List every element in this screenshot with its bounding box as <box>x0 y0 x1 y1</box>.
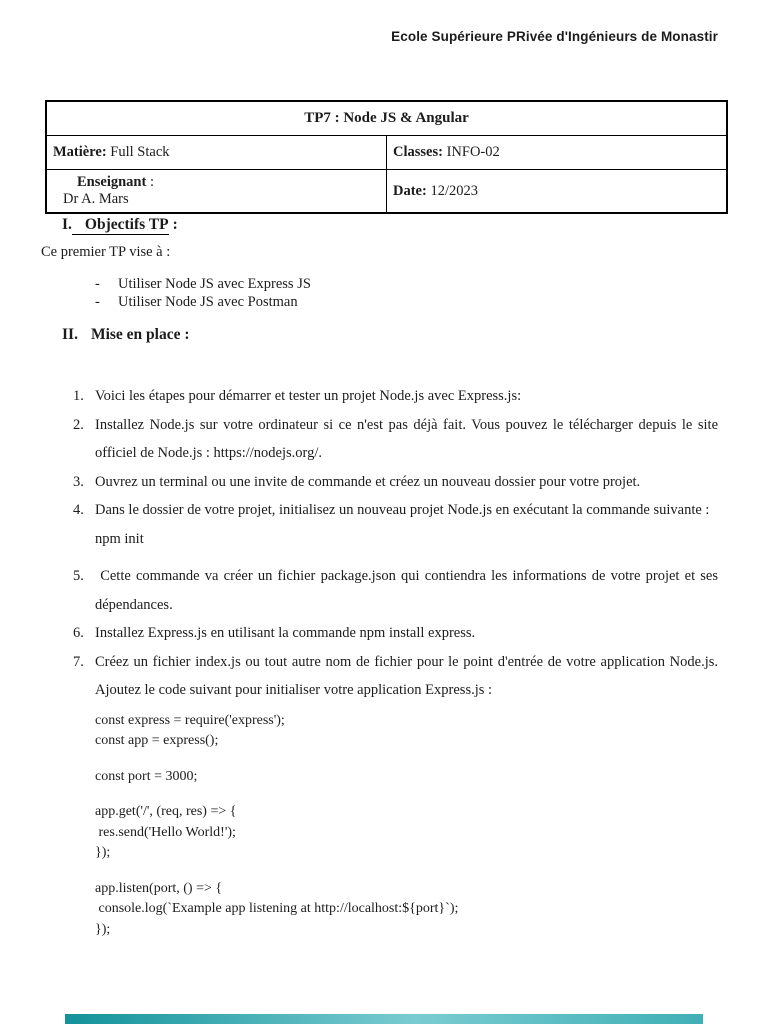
step-number: 4. <box>73 502 84 518</box>
date-value: 12/2023 <box>426 182 478 199</box>
table-row <box>46 170 727 214</box>
section-numeral: I. <box>62 216 72 233</box>
code-snippet <box>73 711 718 941</box>
step-number: 3. <box>73 473 84 490</box>
matiere-label: Matière: <box>53 144 107 160</box>
step-number: 1. <box>73 388 84 404</box>
intro-text: Ce premier TP vise à : <box>41 244 171 260</box>
tp-title: TP7 : Node JS & Angular <box>46 101 727 136</box>
step-item <box>73 468 718 497</box>
enseignant-label-line <box>53 174 380 191</box>
bullet-text: Utiliser Node JS avec Postman <box>118 293 298 310</box>
enseignant-colon: : <box>146 174 154 190</box>
enseignant-cell <box>46 170 387 214</box>
enseignant-value: Dr A. Mars <box>63 191 129 207</box>
step-item <box>73 619 718 648</box>
step-text: Dans le dossier de votre projet, initialisez un nouveau projet Node.js en exécutant la commande suivante : <box>95 502 710 518</box>
classes-value: INFO-02 <box>442 144 500 160</box>
table-row <box>46 136 727 170</box>
code-line: }); <box>95 845 111 860</box>
dash-bullet: - <box>95 276 100 292</box>
code-line <box>95 787 718 802</box>
step-text: Cette commande va créer un fichier package.json qui contiendra les informations de votre projet et ses dépendances. <box>95 568 722 613</box>
table-row <box>46 101 727 136</box>
step-number: 5. <box>73 568 84 584</box>
code-line: const express = require('express'); <box>95 712 285 728</box>
code-line <box>95 752 718 767</box>
code-line: app.get('/', (req, res) => { <box>95 804 237 819</box>
section-objectifs-heading <box>62 216 178 234</box>
matiere-value: Full Stack <box>106 144 170 160</box>
step-number: 7. <box>73 653 84 670</box>
decorative-footer-bar <box>65 1014 703 1024</box>
step-text: Créez un fichier index.js ou tout autre nom de fichier pour le point d'entrée de votre application Node.js. Ajoutez le code suivant pour initialiser votre application Express.js : <box>95 653 721 698</box>
step-text: Voici les étapes pour démarrer et tester un projet Node.js avec Express.js: <box>95 388 522 404</box>
objectives-list <box>95 276 311 311</box>
section-title: Objectifs TP <box>72 216 169 235</box>
numbered-steps <box>73 382 722 940</box>
code-line: app.listen(port, () => { <box>95 880 223 896</box>
section-title: Mise en place : <box>90 326 190 343</box>
classes-cell <box>387 136 728 170</box>
section-colon: : <box>172 216 178 233</box>
step-item <box>73 562 722 619</box>
code-line: console.log(`Example app listening at http://localhost:${port}`); <box>95 901 459 916</box>
step-text: Installez Express.js en utilisant la commande npm install express. <box>95 625 476 641</box>
header-info-table <box>45 100 728 214</box>
step-item <box>73 411 722 468</box>
section-mise-en-place-heading <box>62 326 190 344</box>
step-item <box>73 648 721 705</box>
step-item <box>73 382 718 411</box>
code-line: res.send('Hello World!'); <box>95 824 236 840</box>
section-numeral: II. <box>62 326 78 343</box>
code-line: }); <box>95 921 111 937</box>
institution-header: Ecole Supérieure PRivée d'Ingénieurs de Monastir <box>391 29 718 44</box>
list-item <box>95 276 311 294</box>
step-item <box>73 496 718 553</box>
code-line <box>95 864 718 879</box>
classes-label: Classes: <box>393 144 443 160</box>
step-command: npm init <box>95 530 144 547</box>
step-number: 6. <box>73 625 84 641</box>
code-line: const port = 3000; <box>95 768 198 784</box>
date-label: Date: <box>393 182 427 199</box>
matiere-cell <box>46 136 387 170</box>
step-number: 2. <box>73 416 84 433</box>
bullet-text: Utiliser Node JS avec Express JS <box>118 276 311 292</box>
enseignant-label: Enseignant <box>77 174 147 190</box>
code-line: const app = express(); <box>95 733 219 748</box>
step-text: Ouvrez un terminal ou une invite de commande et créez un nouveau dossier pour votre projet. <box>95 473 641 490</box>
list-item <box>95 294 311 312</box>
date-cell <box>387 170 728 214</box>
dash-bullet: - <box>95 293 100 310</box>
step-text: Installez Node.js sur votre ordinateur si ce n'est pas déjà fait. Vous pouvez le télécharger depuis le site officiel de Node.js : https://nodejs.org/. <box>95 416 722 461</box>
